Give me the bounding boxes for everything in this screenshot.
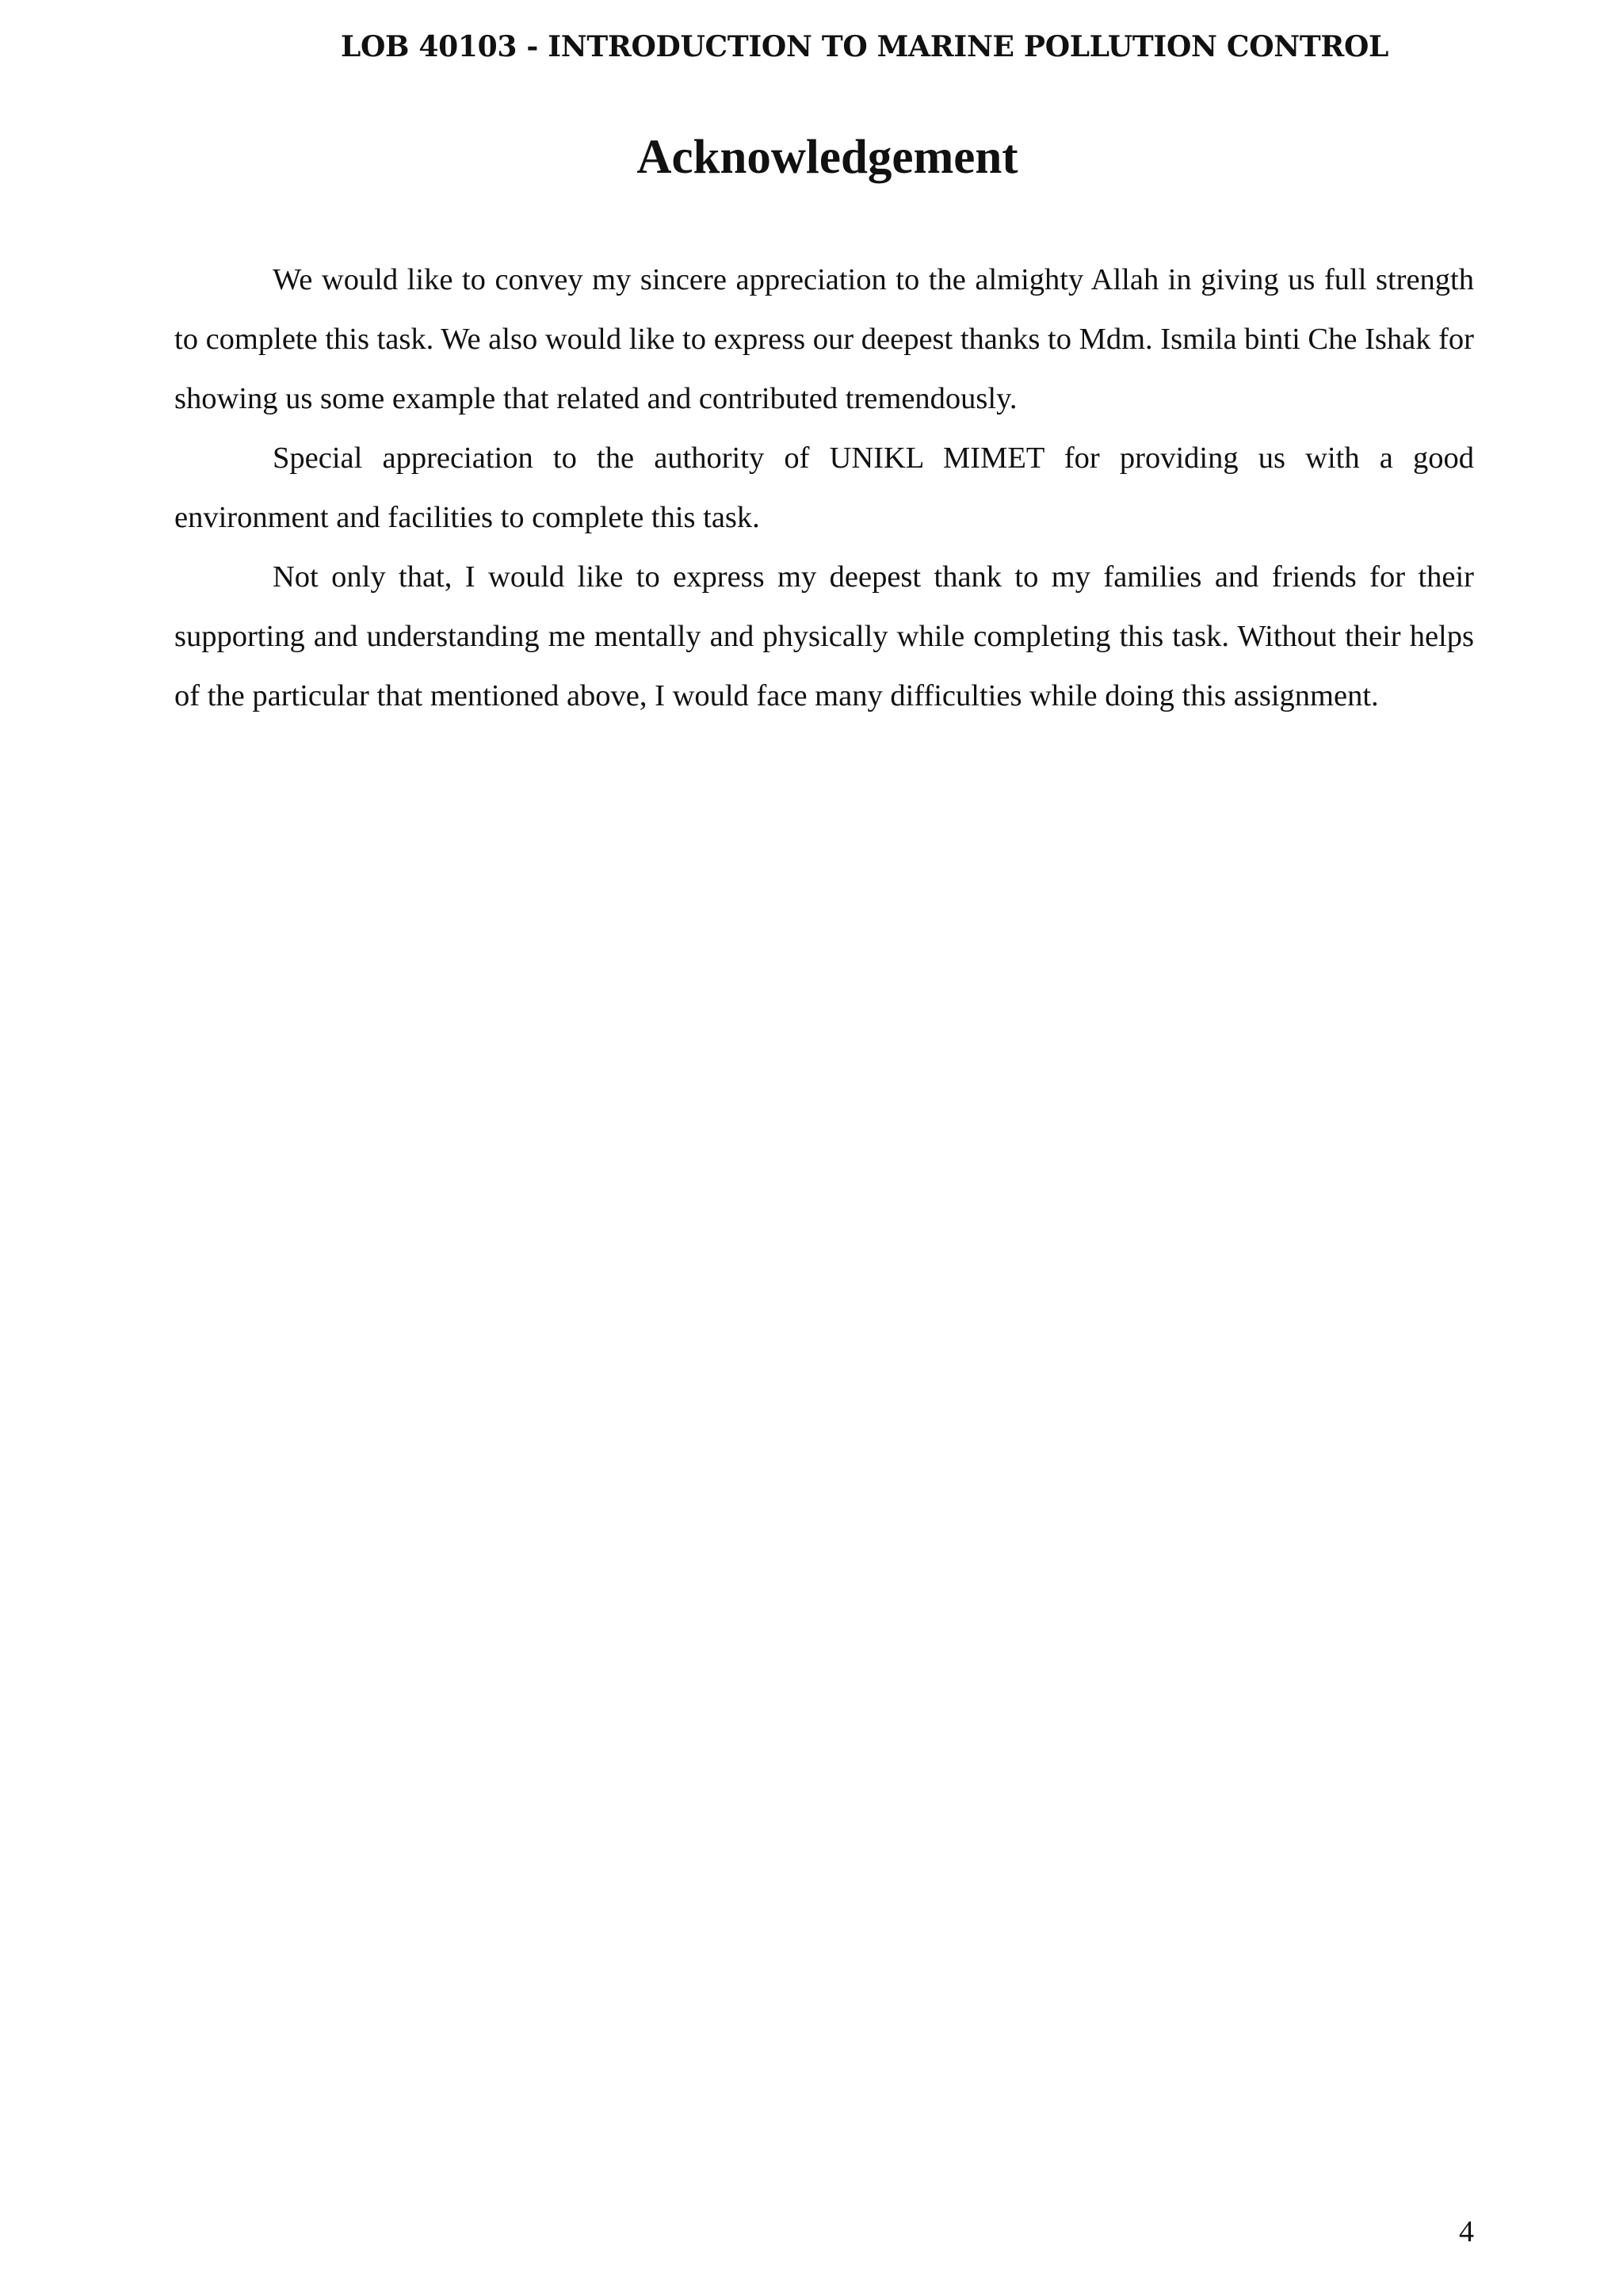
page-title: Acknowledgement	[636, 131, 1018, 184]
paragraph-3: Not only that, I would like to express my deepest thank to my families and friends for their supporting and understanding me mentally and physically while completing this task. Without their helps of the particular that mentioned above, I would face many difficulties while doing this assignment.	[174, 560, 1474, 712]
body-text	[174, 250, 1474, 726]
paragraph-2: Special appreciation to the authority of UNIKL MIMET for providing us with a good environment and facilities to complete this task.	[174, 441, 1474, 534]
paragraph-1: We would like to convey my sincere appreciation to the almighty Allah in giving us full strength to complete this task. We also would like to express our deepest thanks to Mdm. Ismila binti Che Ishak for showing us some example that related and contributed tremendously.	[174, 263, 1474, 415]
running-header: LOB 40103 - INTRODUCTION TO MARINE POLLUTION CONTROL	[340, 30, 1389, 63]
page-number: 4	[1459, 2215, 1474, 2248]
